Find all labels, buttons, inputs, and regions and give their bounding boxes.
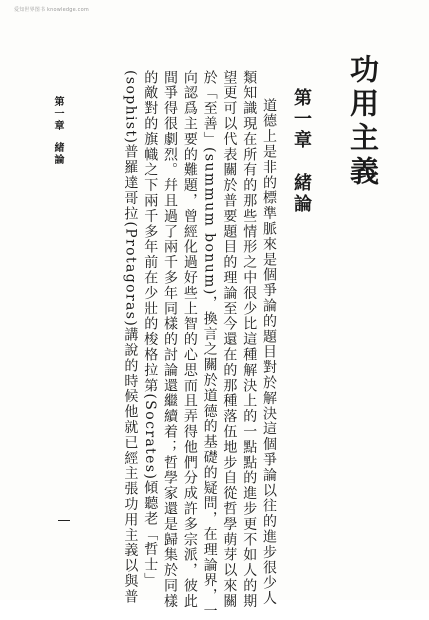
page-number bbox=[58, 520, 70, 521]
running-head bbox=[52, 96, 62, 166]
chapter-title: 緒論 bbox=[291, 173, 312, 215]
body-text bbox=[60, 70, 278, 620]
chapter-number: 第一章 bbox=[291, 88, 312, 151]
chapter-heading bbox=[292, 88, 310, 215]
running-head-title: 緒論 bbox=[52, 142, 63, 166]
book-title: 功用主義 bbox=[346, 54, 380, 190]
running-head-chapter: 第一章 bbox=[52, 96, 63, 132]
scan-watermark: 爱知世界图书 knowledge.com bbox=[14, 7, 89, 13]
paragraph: 道德上是非的標準脈來是個爭論的題目對於解決這個爭論以往的進步很少人類知識現在所有的那些情形之中很少比這種解決上的一點點的進步更不如人的期望更可以代表關於普要題目的理論至今還在的那種落伍地步自從哲學萌芽以來關於「至善」(summum bonum)，換言之關於道德的基礎的疑問，在理論界，一向認爲主要的難題，曾經化過好些上智的心思而且弄得他們分成許多宗派，彼此間爭得很劇烈。幷且過了兩千多年同樣的討論還繼續着；哲學家還是歸集於同樣的敵對的旗幟之下兩千多年前在少壯的梭格拉第(Socrates)傾聽老「哲士」(sophist)普羅達哥拉(Protagoras)講說的時候他就已經主張功用主義以與普 bbox=[122, 70, 277, 620]
